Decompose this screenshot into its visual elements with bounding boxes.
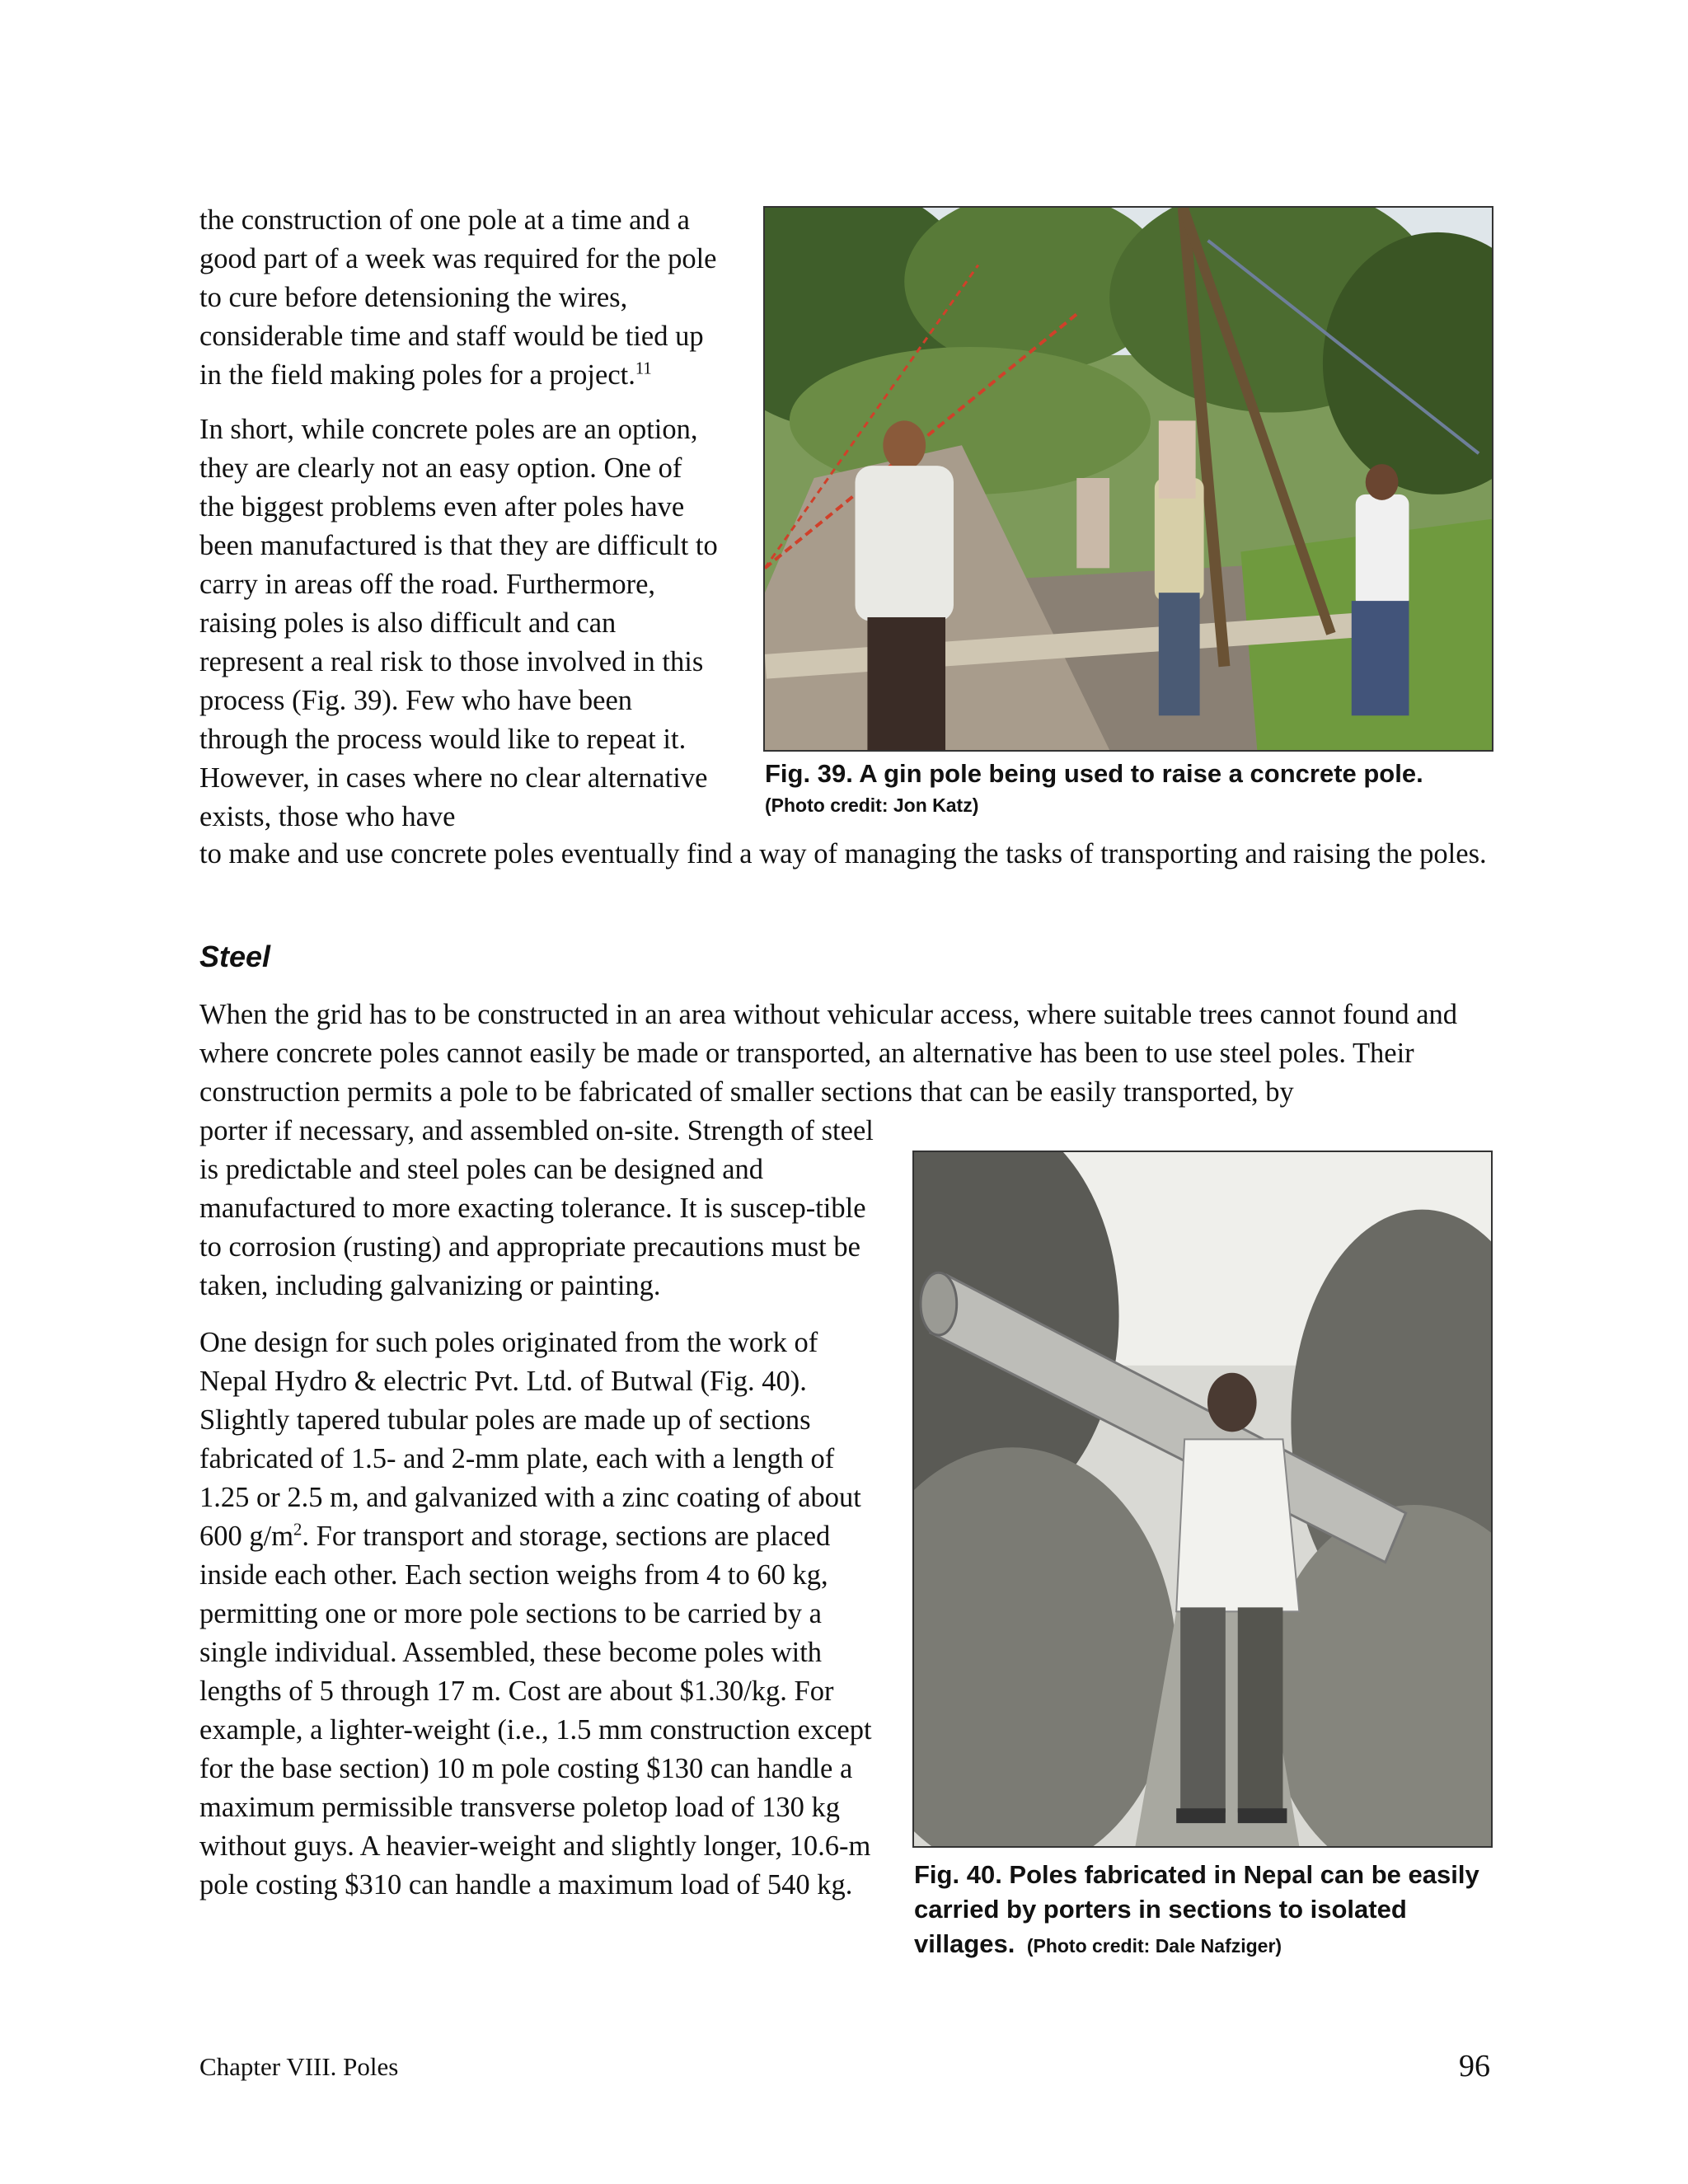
paragraph-nepal-a: One design for such poles originated from the work of Nepal Hydro & electric Pvt. Ltd. of Butwal (Fig. 40). Slightly tapered tubular poles are made up of sections fabricated of 1.5- and 2-mm plate, each with a length of 1.25 or 2.5 m, and galvanized with a zinc coating of about 600 g/m bbox=[199, 1327, 861, 1552]
section-heading-steel: Steel bbox=[199, 940, 271, 973]
paragraph-1-text: the construction of one pole at a time and a good part of a week was required for the pole to cure before detensioning the wires, considerable time and staff would be tied up in the field making poles for a project. bbox=[199, 204, 717, 391]
figure-39-credit: (Photo credit: Jon Katz) bbox=[765, 794, 979, 816]
gin-pole-photo-illustration bbox=[765, 208, 1492, 750]
porter-photo-illustration bbox=[914, 1152, 1491, 1846]
steel-intro-wrapped: porter if necessary, and assembled on-site. Strength of steel is predictable and steel poles can be designed and manufactured to more exacting tolerance. It is suscep-tible to corrosion (rusting) and appropriate precautions must be taken, including galvanizing or painting. bbox=[199, 1115, 874, 1301]
figure-39-caption bbox=[765, 757, 1507, 817]
paragraph-2-continued: to make and use concrete poles eventually find a way of managing the tasks of transporting and raising the poles. bbox=[199, 838, 1487, 869]
paragraph-1 bbox=[199, 201, 727, 395]
page-number: 96 bbox=[1459, 2049, 1490, 2083]
figure-39-photo bbox=[763, 206, 1493, 752]
footnote-marker: 11 bbox=[635, 359, 652, 378]
figure-40-photo bbox=[912, 1151, 1493, 1848]
paragraph-nepal-b: . For transport and storage, sections are placed inside each other. Each section weighs from 4 to 60 kg, permitting one or more pole sections to be carried by a single individual. Assembled, these become poles with lengths of 5 through 17 m. Cost are about $1.30/kg. For example, a lighter-weight (i.e., 1.5 mm construction except for the base section) 10 m pole costing $130 can handle a maximum permissible transverse poletop load of 130 kg without guys. A heavier-weight and slightly longer, 10.6-m pole costing $310 can handle a maximum load of 540 kg. bbox=[199, 1521, 872, 1900]
paragraph-nepal bbox=[199, 1324, 884, 1905]
figure-40-caption bbox=[914, 1858, 1491, 1961]
porter-person bbox=[1176, 1373, 1299, 1823]
steel-intro-full: When the grid has to be constructed in an area without vehicular access, where suitable trees cannot found and where concrete poles cannot easily be made or transported, an alternative has been to use steel poles. Their construction permits a pole to be fabricated of smaller sections that can be easily transported, by bbox=[199, 999, 1458, 1108]
figure-39-caption-text: Fig. 39. A gin pole being used to raise a concrete pole. bbox=[765, 759, 1423, 788]
person-foreground bbox=[856, 420, 954, 750]
figure-40-caption-text: Fig. 40. Poles fabricated in Nepal can be easily carried by porters in sections to isolated villages. bbox=[914, 1860, 1479, 1958]
paragraph-2-wrapped: In short, while concrete poles are an option, they are clearly not an easy option. One of the biggest problems even after poles have been manufactured is that they are difficult to carry in areas off the road. Furthermore, raising poles is also difficult and can represent a real risk to those involved in this process (Fig. 39). Few who have been through the process would like to repeat it. However, in cases where no clear alternative exists, those who have bbox=[199, 414, 718, 832]
superscript-2: 2 bbox=[293, 1521, 302, 1540]
figure-40-credit: (Photo credit: Dale Nafziger) bbox=[1026, 1935, 1282, 1957]
footer-chapter: Chapter VIII. Poles bbox=[199, 2052, 399, 2081]
